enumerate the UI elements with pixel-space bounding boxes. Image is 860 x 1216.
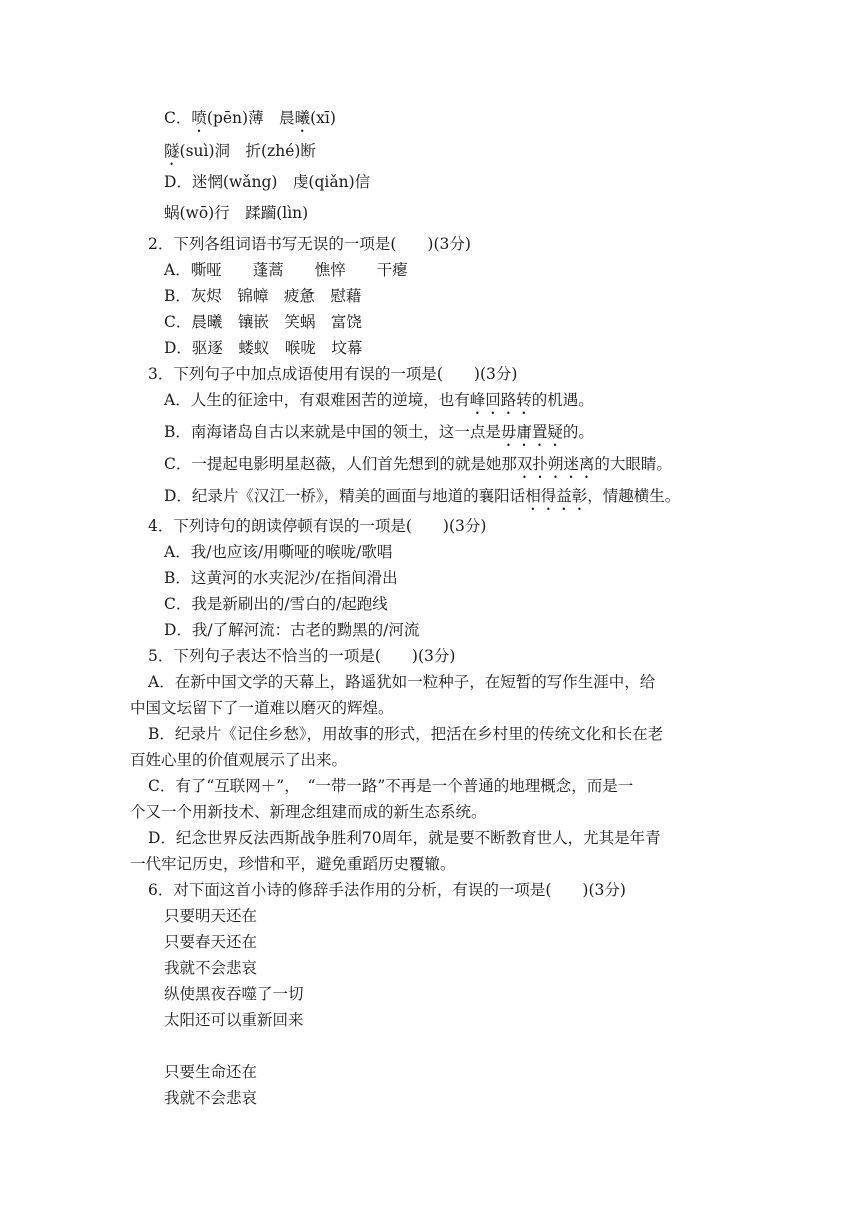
q5-option-d-line1: D．纪念世界反法西斯战争胜利70周年，就是要不断教育世人，尤其是年青 (148, 829, 661, 847)
q5-option-c-line2: 个又一个用新技术、新理念组建而成的新生态系统。 (130, 803, 487, 821)
q5-option-b-line2: 百姓心里的价值观展示了出来。 (130, 751, 348, 769)
q4-option-d: D．我/了解河流：古老的黝黑的/河流 (164, 621, 420, 639)
q5-option-a-line1: A．在新中国文学的天幕上，路遥犹如一粒种子，在短暂的写作生涯中，给 (148, 673, 656, 691)
q5-option-a-line2: 中国文坛留下了一道难以磨灭的辉煌。 (130, 699, 394, 717)
q3-option-a: A．人生的征途中，有艰难困苦的逆境，也有峰回路转的机遇。 (164, 391, 594, 409)
q6-stem: 6．对下面这首小诗的修辞手法作用的分析，有误的一项是( )(3分) (148, 881, 626, 899)
q2-option-a: A．嘶哑 蓬蒿 憔悴 干瘪 (164, 261, 408, 279)
q5-option-c-line1: C．有了“互联网＋”， “一带一路”不再是一个普通的地理概念，而是一 (148, 777, 634, 795)
q3-stem: 3．下列句子中加点成语使用有误的一项是( )(3分) (148, 365, 518, 383)
q1-option-d-line2: 蜗(wō)行 蹂躏(lìn) (164, 204, 309, 222)
q4-option-b: B．这黄河的水夹泥沙/在指间滑出 (164, 569, 398, 587)
q1-option-d-line1: D．迷惘(wǎng) 虔(qiǎn)信 (164, 173, 371, 191)
q3-option-b: B．南海诸岛自古以来就是中国的领土，这一点是毋庸置疑的。 (164, 423, 594, 441)
q4-option-a: A．我/也应该/用嘶哑的喉咙/歌唱 (164, 543, 393, 561)
q2-option-c: C．晨曦 镶嵌 笑蜗 富饶 (164, 313, 362, 331)
q4-stem: 4．下列诗句的朗读停顿有误的一项是( )(3分) (148, 517, 487, 535)
q6-poem-line: 只要明天还在 (164, 907, 258, 925)
q5-option-b-line1: B．纪录片《记住乡愁》，用故事的形式，把活在乡村里的传统文化和长在老 (148, 725, 664, 743)
q1-option-c-line1: C．喷(pēn)薄 晨曦(xī) (164, 109, 336, 127)
q6-poem-line: 只要生命还在 (164, 1063, 258, 1081)
q2-option-b: B．灰烬 锦幛 疲惫 慰藉 (164, 287, 362, 305)
q6-poem-line: 我就不会悲哀 (164, 959, 258, 977)
q1-option-c-line2: 隧(suì)洞 折(zhé)断 (164, 142, 316, 160)
q2-stem: 2．下列各组词语书写无误的一项是( )(3分) (148, 235, 471, 253)
q3-option-c: C．一提起电影明星赵薇，人们首先想到的就是她那双扑朔迷离的大眼睛。 (164, 455, 672, 473)
q4-option-c: C．我是新刷出的/雪白的/起跑线 (164, 595, 388, 613)
q5-option-d-line2: 一代牢记历史，珍惜和平，避免重蹈历史覆辙。 (130, 855, 456, 873)
q6-poem-line: 纵使黑夜吞噬了一切 (164, 985, 304, 1003)
q6-poem-line: 只要春天还在 (164, 933, 258, 951)
q6-poem-line: 我就不会悲哀 (164, 1089, 258, 1107)
q3-option-d: D．纪录片《汉江一桥》，精美的画面与地道的襄阳话相得益彰，情趣横生。 (164, 487, 681, 505)
q5-stem: 5．下列句子表达不恰当的一项是( )(3分) (148, 647, 456, 665)
q6-poem-line: 太阳还可以重新回来 (164, 1011, 304, 1029)
q2-option-d: D．驱逐 蝼蚁 喉咙 坟幕 (164, 339, 363, 357)
